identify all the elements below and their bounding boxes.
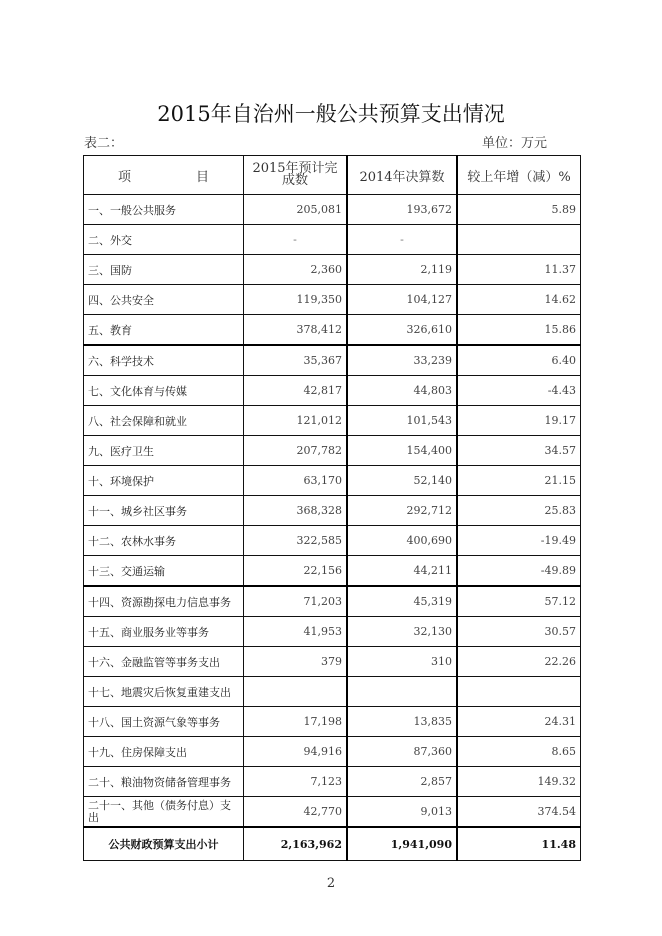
table-row <box>84 466 581 496</box>
row-item: 八、社会保障和就业 <box>84 406 244 436</box>
table-row <box>84 285 581 315</box>
table-row <box>84 225 581 255</box>
row-2014-value: 400,690 <box>347 526 457 556</box>
total-row <box>84 827 581 861</box>
row-2015-value: 63,170 <box>244 466 348 496</box>
row-pct-change: 149.32 <box>457 767 581 797</box>
table-row <box>84 496 581 526</box>
table-row <box>84 617 581 647</box>
page-number: 2 <box>326 876 336 891</box>
row-2015-value: 322,585 <box>244 526 348 556</box>
row-item: 十三、交通运输 <box>84 556 244 587</box>
table-row <box>84 195 581 225</box>
row-2014-value: 193,672 <box>347 195 457 225</box>
row-pct-change <box>457 677 581 707</box>
total-item: 公共财政预算支出小计 <box>84 827 244 861</box>
row-item: 十六、金融监管等事务支出 <box>84 647 244 677</box>
row-2015-value: 378,412 <box>244 315 348 346</box>
row-pct-change: 34.57 <box>457 436 581 466</box>
row-item: 二、外交 <box>84 225 244 255</box>
row-2015-value: 17,198 <box>244 707 348 737</box>
row-2015-value: 41,953 <box>244 617 348 647</box>
row-pct-change: 22.26 <box>457 647 581 677</box>
row-2014-value: - <box>347 225 457 255</box>
row-item: 六、科学技术 <box>84 345 244 376</box>
row-2014-value: 87,360 <box>347 737 457 767</box>
row-2014-value: 292,712 <box>347 496 457 526</box>
row-item: 七、文化体育与传媒 <box>84 376 244 406</box>
page-title: 2015年自治州一般公共预算支出情况 <box>157 102 505 126</box>
row-item: 二十一、其他（债务付息）支出 <box>84 797 244 828</box>
row-item: 十四、资源勘探电力信息事务 <box>84 586 244 617</box>
row-2014-value: 44,211 <box>347 556 457 587</box>
row-2014-value: 154,400 <box>347 436 457 466</box>
row-pct-change <box>457 225 581 255</box>
row-2015-value: 71,203 <box>244 586 348 617</box>
row-2014-value: 9,013 <box>347 797 457 828</box>
row-pct-change: -19.49 <box>457 526 581 556</box>
row-pct-change: 24.31 <box>457 707 581 737</box>
table-row <box>84 345 581 376</box>
row-item: 二十、粮油物资储备管理事务 <box>84 767 244 797</box>
row-2015-value: 22,156 <box>244 556 348 587</box>
row-pct-change: 14.62 <box>457 285 581 315</box>
header-item <box>84 156 244 195</box>
row-2015-value: 121,012 <box>244 406 348 436</box>
row-2014-value: 326,610 <box>347 315 457 346</box>
row-pct-change: 11.37 <box>457 255 581 285</box>
row-2015-value: - <box>244 225 348 255</box>
table-row <box>84 737 581 767</box>
table-row <box>84 707 581 737</box>
budget-table <box>83 155 581 861</box>
row-item: 三、国防 <box>84 255 244 285</box>
row-pct-change: -4.43 <box>457 376 581 406</box>
row-pct-change: 5.89 <box>457 195 581 225</box>
table-row <box>84 526 581 556</box>
row-2015-value: 42,817 <box>244 376 348 406</box>
row-item: 十五、商业服务业等事务 <box>84 617 244 647</box>
header-pct: 较上年增（减）% <box>457 156 581 195</box>
table-row <box>84 436 581 466</box>
table-row <box>84 406 581 436</box>
row-item: 十九、住房保障支出 <box>84 737 244 767</box>
row-2014-value: 310 <box>347 647 457 677</box>
row-item: 九、医疗卫生 <box>84 436 244 466</box>
header-2015: 2015年预计完成数 <box>244 156 348 195</box>
row-pct-change: 30.57 <box>457 617 581 647</box>
table-row <box>84 556 581 587</box>
row-pct-change: 6.40 <box>457 345 581 376</box>
row-2014-value: 52,140 <box>347 466 457 496</box>
header-2014: 2014年决算数 <box>347 156 457 195</box>
table-row <box>84 315 581 346</box>
row-2015-value: 2,360 <box>244 255 348 285</box>
table-row <box>84 647 581 677</box>
row-pct-change: 25.83 <box>457 496 581 526</box>
row-2015-value: 379 <box>244 647 348 677</box>
row-pct-change: 15.86 <box>457 315 581 346</box>
row-item: 五、教育 <box>84 315 244 346</box>
row-2015-value: 35,367 <box>244 345 348 376</box>
row-2014-value: 13,835 <box>347 707 457 737</box>
row-2014-value: 2,119 <box>347 255 457 285</box>
total-2014-value: 1,941,090 <box>347 827 457 861</box>
row-2015-value <box>244 677 348 707</box>
total-2015-value: 2,163,962 <box>244 827 348 861</box>
row-item: 十二、农林水事务 <box>84 526 244 556</box>
total-pct-change: 11.48 <box>457 827 581 861</box>
header-row <box>84 156 581 195</box>
row-2015-value: 7,123 <box>244 767 348 797</box>
header-item-right: 目 <box>195 169 209 185</box>
row-item: 十一、城乡社区事务 <box>84 496 244 526</box>
row-pct-change: 57.12 <box>457 586 581 617</box>
unit-label: 单位：万元 <box>482 136 548 151</box>
row-item: 十、环境保护 <box>84 466 244 496</box>
row-2014-value: 101,543 <box>347 406 457 436</box>
row-2014-value <box>347 677 457 707</box>
row-pct-change: 8.65 <box>457 737 581 767</box>
row-2014-value: 33,239 <box>347 345 457 376</box>
row-2014-value: 104,127 <box>347 285 457 315</box>
row-2015-value: 207,782 <box>244 436 348 466</box>
table-row <box>84 677 581 707</box>
table-row <box>84 255 581 285</box>
row-2015-value: 205,081 <box>244 195 348 225</box>
row-pct-change: 19.17 <box>457 406 581 436</box>
table-row <box>84 797 581 828</box>
row-2014-value: 44,803 <box>347 376 457 406</box>
table-row <box>84 767 581 797</box>
row-item: 一、一般公共服务 <box>84 195 244 225</box>
table-number: 表二： <box>84 136 124 151</box>
row-pct-change: -49.89 <box>457 556 581 587</box>
row-pct-change: 374.54 <box>457 797 581 828</box>
row-2015-value: 368,328 <box>244 496 348 526</box>
row-2014-value: 45,319 <box>347 586 457 617</box>
table-row <box>84 586 581 617</box>
row-2015-value: 42,770 <box>244 797 348 828</box>
table-row <box>84 376 581 406</box>
row-item: 四、公共安全 <box>84 285 244 315</box>
row-2015-value: 119,350 <box>244 285 348 315</box>
row-2015-value: 94,916 <box>244 737 348 767</box>
row-2014-value: 2,857 <box>347 767 457 797</box>
row-pct-change: 21.15 <box>457 466 581 496</box>
row-item: 十八、国土资源气象等事务 <box>84 707 244 737</box>
row-item: 十七、地震灾后恢复重建支出 <box>84 677 244 707</box>
header-item-left: 项 <box>118 169 132 185</box>
row-2014-value: 32,130 <box>347 617 457 647</box>
